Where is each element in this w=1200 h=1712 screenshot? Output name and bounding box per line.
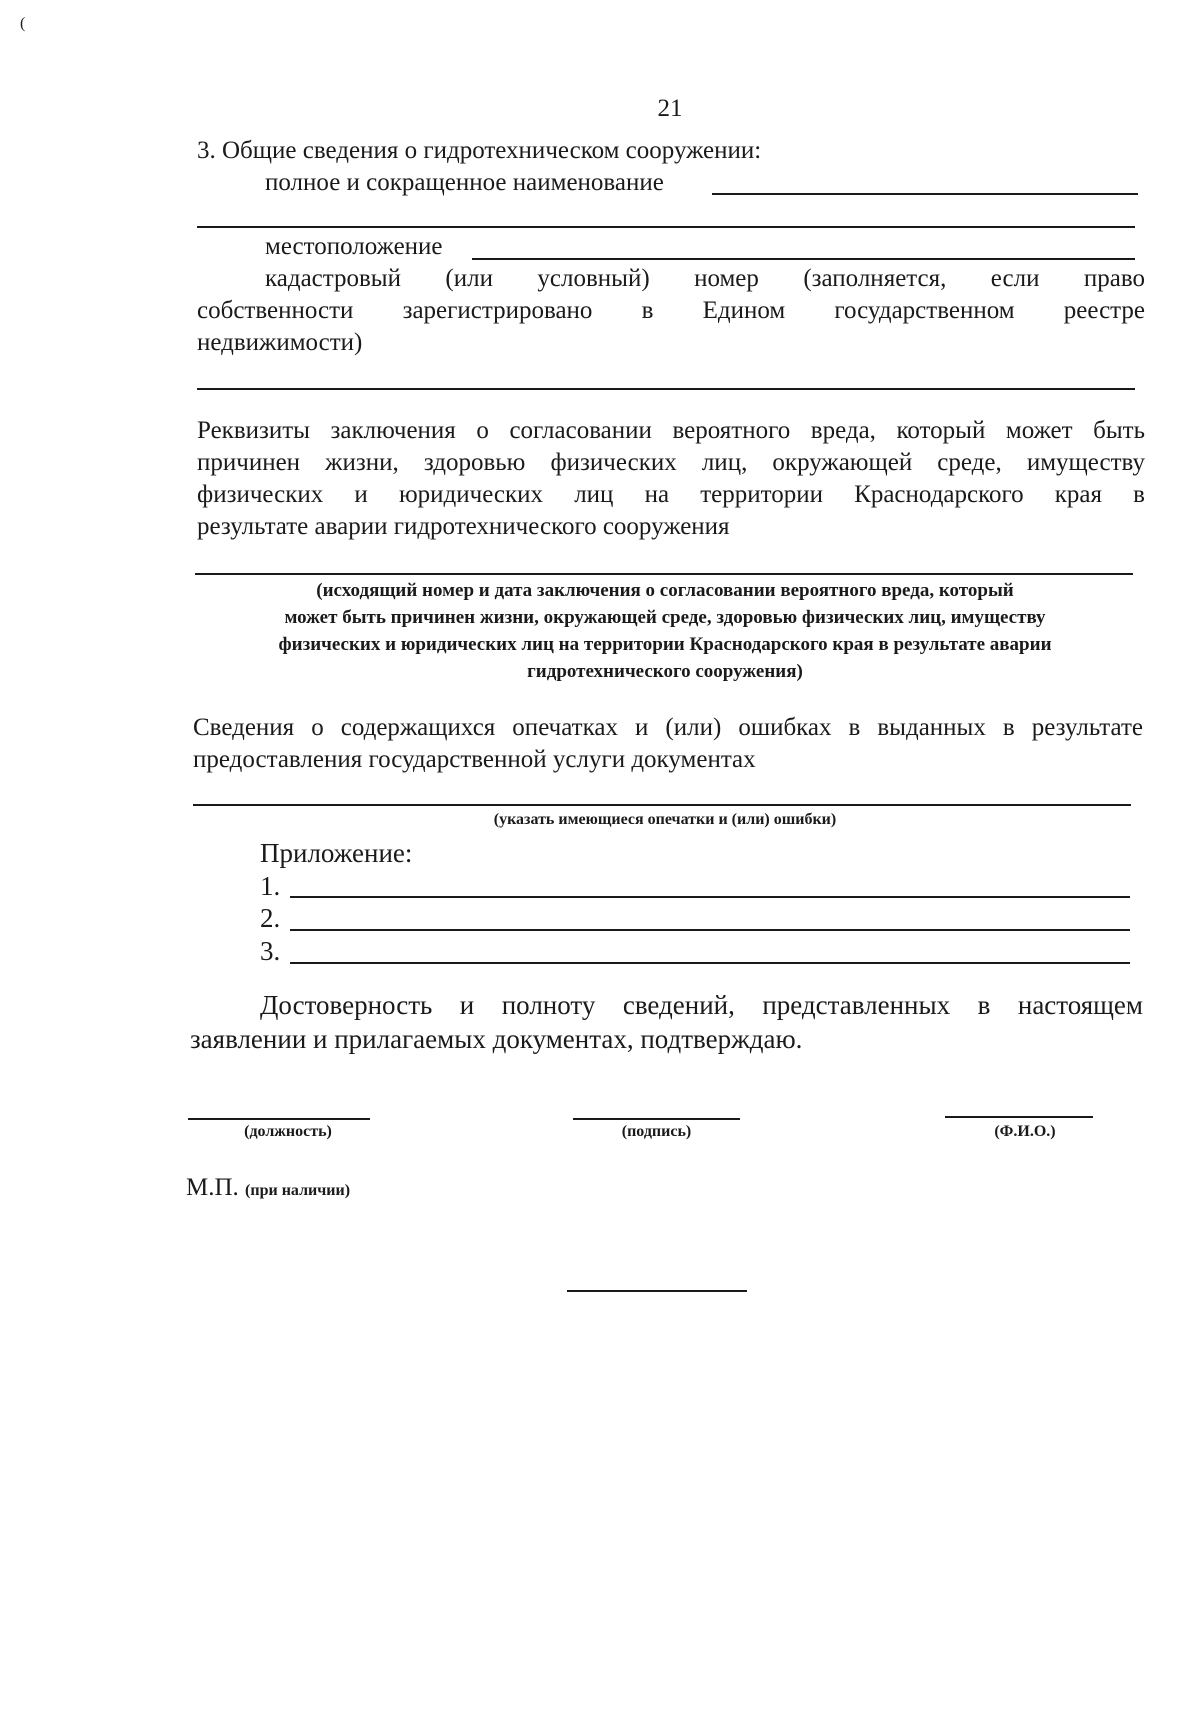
requisites-field[interactable] bbox=[195, 573, 1133, 575]
attachment-number-1: 1. bbox=[260, 871, 281, 901]
attachments-title: Приложение: bbox=[260, 838, 413, 868]
requisites-hint-line2: может быть причинен жизни, окружающей среде, здоровью физических лиц, имуществу bbox=[284, 607, 1046, 628]
requisites-text-line2: причинен жизни, здоровью физических лиц, окружающей среде, имуществу bbox=[197, 449, 1145, 476]
confirmation-text-line1: Достоверность и полноту сведений, представленных в настоящем bbox=[260, 990, 1143, 1020]
attachment-field-3[interactable] bbox=[290, 962, 1130, 964]
position-signature-line[interactable] bbox=[188, 1118, 370, 1120]
full-name-field-continued[interactable] bbox=[197, 226, 1135, 228]
attachment-number-3: 3. bbox=[260, 936, 281, 966]
full-name-field[interactable] bbox=[712, 193, 1138, 195]
confirmation-text-line2: заявлении и прилагаемых документах, подтверждаю. bbox=[190, 1024, 803, 1054]
signature-caption: (подпись) bbox=[621, 1123, 692, 1140]
cadastral-text-line1: кадастровый (или условный) номер (заполняется, если право bbox=[265, 265, 1145, 292]
full-name-label: полное и сокращенное наименование bbox=[265, 169, 664, 196]
position-caption: (должность) bbox=[244, 1123, 332, 1140]
requisites-hint-line4: гидротехнического сооружения) bbox=[527, 661, 803, 682]
stamp-note: (при наличии) bbox=[245, 1182, 351, 1199]
cadastral-text-line2: собственности зарегистрировано в Едином государственном реестре bbox=[197, 297, 1145, 324]
location-label: местоположение bbox=[265, 233, 443, 260]
location-field[interactable] bbox=[472, 258, 1135, 260]
requisites-text-line4: результате аварии гидротехнического сооружения bbox=[197, 513, 730, 540]
attachment-field-2[interactable] bbox=[290, 929, 1130, 931]
cadastral-number-field[interactable] bbox=[197, 388, 1135, 390]
attachment-number-2: 2. bbox=[260, 903, 281, 933]
errors-field[interactable] bbox=[193, 804, 1131, 806]
closing-rule bbox=[567, 1290, 747, 1292]
attachment-field-1[interactable] bbox=[290, 896, 1130, 898]
errors-hint: (указать имеющиеся опечатки и (или) ошибки) bbox=[493, 811, 837, 828]
stamp-mp: М.П. bbox=[186, 1174, 239, 1201]
cadastral-text-line3: недвижимости) bbox=[197, 329, 363, 356]
page-number: 21 bbox=[657, 95, 683, 122]
stamp-label bbox=[186, 1172, 350, 1207]
requisites-text-line3: физических и юридических лиц на территории Краснодарского края в bbox=[197, 481, 1145, 508]
fio-caption: (Ф.И.О.) bbox=[994, 1123, 1056, 1140]
requisites-text-line1: Реквизиты заключения о согласовании вероятного вреда, который может быть bbox=[197, 417, 1145, 444]
errors-text-line1: Сведения о содержащихся опечатках и (или) ошибках в выданных в результате bbox=[193, 714, 1143, 741]
fio-signature-line[interactable] bbox=[945, 1116, 1093, 1118]
errors-text-line2: предоставления государственной услуги документах bbox=[193, 746, 756, 773]
section-heading: 3. Общие сведения о гидротехническом сооружении: bbox=[197, 137, 762, 164]
corner-mark: ( bbox=[20, 15, 26, 32]
requisites-hint-line3: физических и юридических лиц на территории Краснодарского края в результате аварии bbox=[278, 634, 1052, 655]
signature-line[interactable] bbox=[573, 1118, 740, 1120]
requisites-hint-line1: (исходящий номер и дата заключения о согласовании вероятного вреда, который bbox=[316, 580, 1014, 601]
